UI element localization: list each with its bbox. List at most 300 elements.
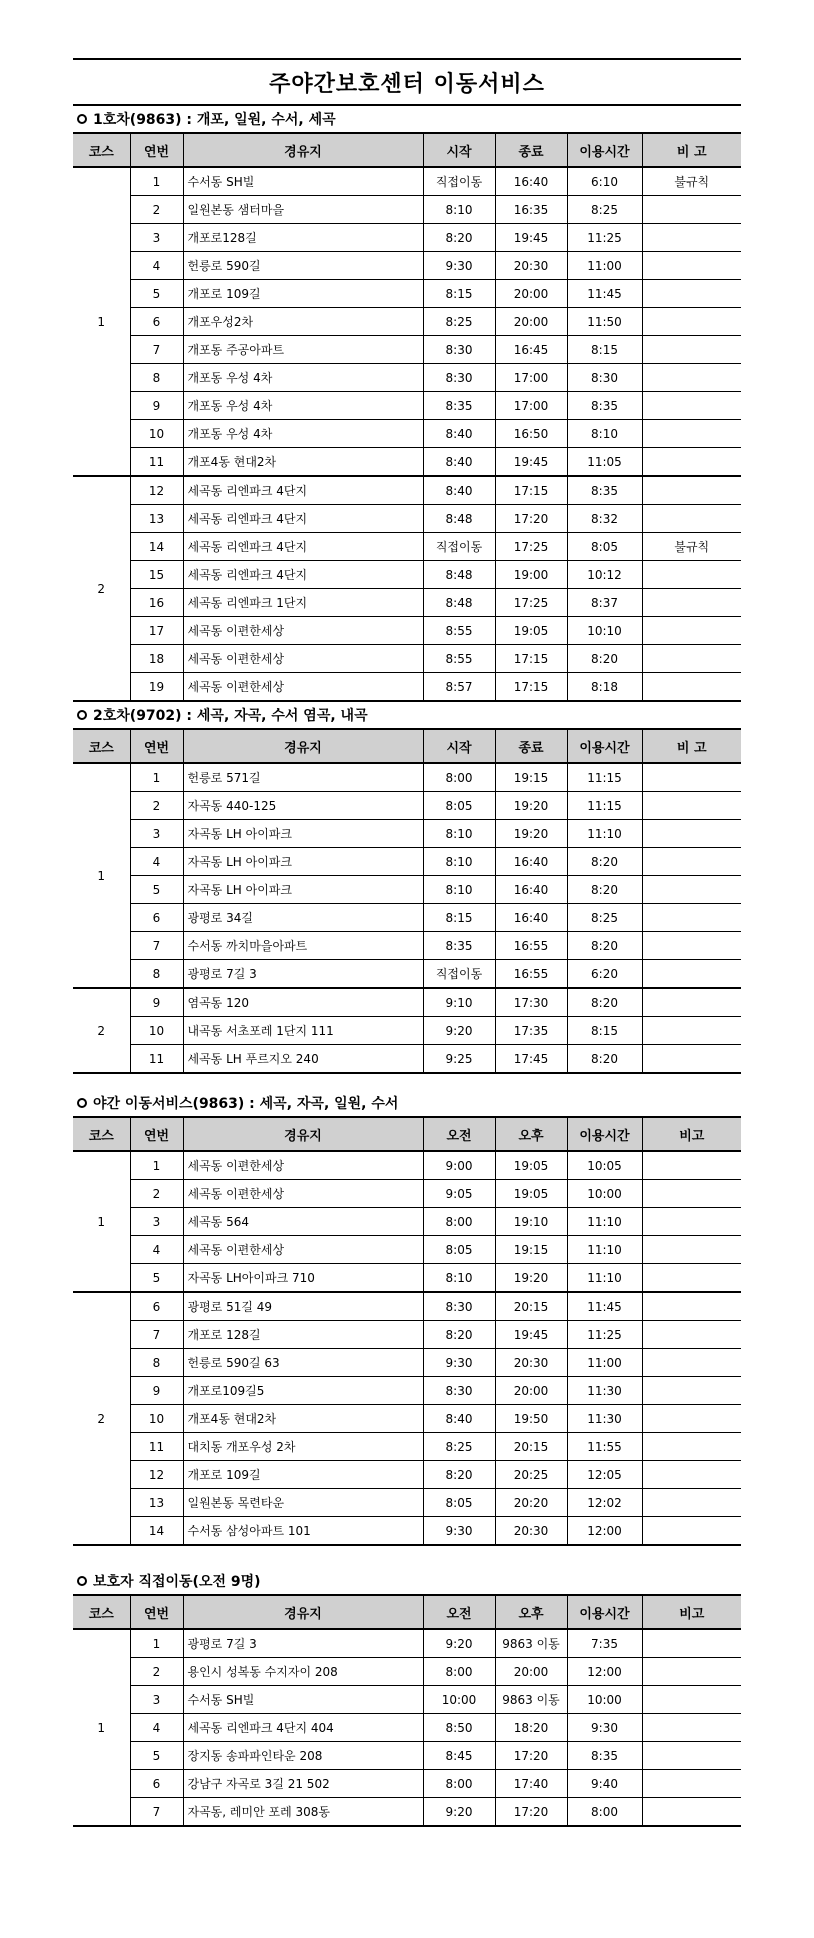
end-cell: 16:40 <box>495 848 567 876</box>
duration-cell: 10:00 <box>567 1180 642 1208</box>
course-cell: 2 <box>73 988 130 1073</box>
route-cell: 개포동 우성 4차 <box>183 420 423 448</box>
start-cell: 직접이동 <box>423 533 495 561</box>
start-cell: 9:10 <box>423 988 495 1017</box>
note-cell <box>642 1433 741 1461</box>
table-row <box>73 932 741 960</box>
column-header: 연번 <box>130 1595 183 1629</box>
route-cell: 세곡동 리엔파크 4단지 <box>183 533 423 561</box>
seq-cell: 1 <box>130 1151 183 1180</box>
table-row <box>73 645 741 673</box>
route-cell: 세곡동 이편한세상 <box>183 645 423 673</box>
seq-cell: 13 <box>130 1489 183 1517</box>
duration-cell: 11:45 <box>567 1292 642 1321</box>
route-cell: 강남구 자곡로 3길 21 502 <box>183 1770 423 1798</box>
duration-cell: 6:20 <box>567 960 642 989</box>
route-cell: 개포우성2차 <box>183 308 423 336</box>
start-cell: 9:25 <box>423 1045 495 1074</box>
duration-cell: 9:30 <box>567 1714 642 1742</box>
note-cell <box>642 1208 741 1236</box>
route-cell: 개포로 128길 <box>183 1321 423 1349</box>
note-cell <box>642 1017 741 1045</box>
end-cell: 20:20 <box>495 1489 567 1517</box>
table-row <box>73 960 741 989</box>
table-row <box>73 196 741 224</box>
column-header: 종료 <box>495 729 567 763</box>
table-row <box>73 561 741 589</box>
duration-cell: 11:25 <box>567 1321 642 1349</box>
duration-cell: 11:10 <box>567 1264 642 1293</box>
table-row <box>73 876 741 904</box>
start-cell: 8:40 <box>423 476 495 505</box>
table-row <box>73 364 741 392</box>
route-cell: 개포로109길5 <box>183 1377 423 1405</box>
end-cell: 18:20 <box>495 1714 567 1742</box>
start-cell: 9:20 <box>423 1798 495 1827</box>
route-cell: 자곡동 LH 아이파크 <box>183 876 423 904</box>
duration-cell: 8:20 <box>567 848 642 876</box>
note-cell <box>642 420 741 448</box>
duration-cell: 8:10 <box>567 420 642 448</box>
route-cell: 개포로 109길 <box>183 1461 423 1489</box>
duration-cell: 11:15 <box>567 763 642 792</box>
end-cell: 19:05 <box>495 1151 567 1180</box>
route-cell: 세곡동 리엔파크 4단지 <box>183 505 423 533</box>
end-cell: 16:35 <box>495 196 567 224</box>
note-cell <box>642 252 741 280</box>
end-cell: 20:30 <box>495 1517 567 1546</box>
circle-bullet-icon <box>77 710 87 720</box>
column-header: 연번 <box>130 133 183 167</box>
seq-cell: 19 <box>130 673 183 702</box>
note-cell <box>642 1264 741 1293</box>
page-title: 주야간보호센터 이동서비스 <box>269 71 545 97</box>
duration-cell: 8:00 <box>567 1798 642 1827</box>
start-cell: 8:20 <box>423 1321 495 1349</box>
start-cell: 8:35 <box>423 392 495 420</box>
route-cell: 개포로 109길 <box>183 280 423 308</box>
note-cell <box>642 392 741 420</box>
route-cell: 염곡동 120 <box>183 988 423 1017</box>
end-cell: 16:40 <box>495 904 567 932</box>
circle-bullet-icon <box>77 114 87 124</box>
seq-cell: 18 <box>130 645 183 673</box>
duration-cell: 8:05 <box>567 533 642 561</box>
end-cell: 17:15 <box>495 645 567 673</box>
note-cell <box>642 1798 741 1827</box>
end-cell: 16:55 <box>495 932 567 960</box>
duration-cell: 8:20 <box>567 645 642 673</box>
start-cell: 8:00 <box>423 1208 495 1236</box>
start-cell: 8:30 <box>423 1377 495 1405</box>
seq-cell: 5 <box>130 876 183 904</box>
note-cell <box>642 988 741 1017</box>
seq-cell: 6 <box>130 1770 183 1798</box>
duration-cell: 10:12 <box>567 561 642 589</box>
end-cell: 17:45 <box>495 1045 567 1074</box>
seq-cell: 2 <box>130 1658 183 1686</box>
end-cell: 20:00 <box>495 280 567 308</box>
duration-cell: 11:00 <box>567 1349 642 1377</box>
duration-cell: 11:10 <box>567 1208 642 1236</box>
route-cell: 개포로128길 <box>183 224 423 252</box>
column-header: 경유지 <box>183 1595 423 1629</box>
route-cell: 세곡동 이편한세상 <box>183 1180 423 1208</box>
column-header: 이용시간 <box>567 133 642 167</box>
table-row <box>73 673 741 702</box>
seq-cell: 6 <box>130 308 183 336</box>
seq-cell: 14 <box>130 533 183 561</box>
note-cell <box>642 1045 741 1074</box>
end-cell: 19:05 <box>495 617 567 645</box>
seq-cell: 7 <box>130 1321 183 1349</box>
seq-cell: 16 <box>130 589 183 617</box>
duration-cell: 6:10 <box>567 167 642 196</box>
end-cell: 16:40 <box>495 876 567 904</box>
column-header: 시작 <box>423 133 495 167</box>
table-1 <box>73 132 741 702</box>
route-cell: 세곡동 LH 푸르지오 240 <box>183 1045 423 1074</box>
end-cell: 9863 이동 <box>495 1629 567 1658</box>
section-title-text: 1호차(9863) : 개포, 일원, 수서, 세곡 <box>93 112 336 128</box>
section-title-text: 보호자 직접이동(오전 9명) <box>93 1574 261 1590</box>
start-cell: 8:40 <box>423 420 495 448</box>
seq-cell: 2 <box>130 792 183 820</box>
end-cell: 17:00 <box>495 392 567 420</box>
table-row <box>73 505 741 533</box>
seq-cell: 13 <box>130 505 183 533</box>
end-cell: 20:30 <box>495 252 567 280</box>
table-row <box>73 1349 741 1377</box>
note-cell <box>642 1236 741 1264</box>
duration-cell: 11:00 <box>567 252 642 280</box>
seq-cell: 15 <box>130 561 183 589</box>
table-row <box>73 476 741 505</box>
seq-cell: 12 <box>130 476 183 505</box>
note-cell <box>642 448 741 477</box>
note-cell <box>642 1405 741 1433</box>
end-cell: 19:45 <box>495 448 567 477</box>
column-header: 종료 <box>495 133 567 167</box>
table-row <box>73 1461 741 1489</box>
start-cell: 8:05 <box>423 792 495 820</box>
seq-cell: 1 <box>130 167 183 196</box>
column-header: 시작 <box>423 729 495 763</box>
route-cell: 수서동 삼성아파트 101 <box>183 1517 423 1546</box>
end-cell: 19:45 <box>495 1321 567 1349</box>
seq-cell: 3 <box>130 1686 183 1714</box>
note-cell: 불규칙 <box>642 533 741 561</box>
column-header: 비고 <box>642 1117 741 1151</box>
start-cell: 10:00 <box>423 1686 495 1714</box>
end-cell: 17:25 <box>495 589 567 617</box>
route-cell: 광평로 51길 49 <box>183 1292 423 1321</box>
table-row <box>73 533 741 561</box>
table-row <box>73 308 741 336</box>
document-page <box>73 0 741 1827</box>
duration-cell: 10:00 <box>567 1686 642 1714</box>
table-row <box>73 1017 741 1045</box>
note-cell <box>642 308 741 336</box>
note-cell <box>642 1377 741 1405</box>
start-cell: 8:30 <box>423 364 495 392</box>
seq-cell: 8 <box>130 1349 183 1377</box>
column-header: 코스 <box>73 1117 130 1151</box>
start-cell: 8:40 <box>423 448 495 477</box>
note-cell <box>642 1686 741 1714</box>
route-cell: 개포동 우성 4차 <box>183 392 423 420</box>
note-cell <box>642 1180 741 1208</box>
table-header-row <box>73 1117 741 1151</box>
start-cell: 8:10 <box>423 848 495 876</box>
table-row <box>73 792 741 820</box>
duration-cell: 11:25 <box>567 224 642 252</box>
route-cell: 일원본동 샘터마을 <box>183 196 423 224</box>
start-cell: 직접이동 <box>423 960 495 989</box>
route-cell: 광평로 7길 3 <box>183 1629 423 1658</box>
start-cell: 8:48 <box>423 561 495 589</box>
start-cell: 8:45 <box>423 1742 495 1770</box>
end-cell: 19:10 <box>495 1208 567 1236</box>
start-cell: 8:30 <box>423 1292 495 1321</box>
end-cell: 17:20 <box>495 1742 567 1770</box>
duration-cell: 11:50 <box>567 308 642 336</box>
start-cell: 9:30 <box>423 252 495 280</box>
seq-cell: 6 <box>130 1292 183 1321</box>
duration-cell: 8:20 <box>567 1045 642 1074</box>
note-cell <box>642 617 741 645</box>
start-cell: 직접이동 <box>423 167 495 196</box>
start-cell: 9:00 <box>423 1151 495 1180</box>
duration-cell: 11:30 <box>567 1405 642 1433</box>
note-cell <box>642 1658 741 1686</box>
start-cell: 8:35 <box>423 932 495 960</box>
end-cell: 19:15 <box>495 1236 567 1264</box>
duration-cell: 8:25 <box>567 904 642 932</box>
seq-cell: 1 <box>130 1629 183 1658</box>
end-cell: 19:20 <box>495 820 567 848</box>
duration-cell: 8:18 <box>567 673 642 702</box>
table-row <box>73 1798 741 1827</box>
end-cell: 17:30 <box>495 988 567 1017</box>
duration-cell: 11:10 <box>567 820 642 848</box>
duration-cell: 12:00 <box>567 1658 642 1686</box>
start-cell: 8:10 <box>423 1264 495 1293</box>
end-cell: 20:25 <box>495 1461 567 1489</box>
duration-cell: 8:32 <box>567 505 642 533</box>
route-cell: 세곡동 리엔파크 4단지 404 <box>183 1714 423 1742</box>
column-header: 이용시간 <box>567 1117 642 1151</box>
start-cell: 8:00 <box>423 763 495 792</box>
table-row <box>73 848 741 876</box>
seq-cell: 4 <box>130 1236 183 1264</box>
end-cell: 19:20 <box>495 1264 567 1293</box>
end-cell: 19:20 <box>495 792 567 820</box>
column-header: 경유지 <box>183 1117 423 1151</box>
note-cell <box>642 792 741 820</box>
route-cell: 수서동 SH빌 <box>183 1686 423 1714</box>
table-row <box>73 448 741 477</box>
route-cell: 내곡동 서초포레 1단지 111 <box>183 1017 423 1045</box>
table-row <box>73 252 741 280</box>
route-cell: 세곡동 이편한세상 <box>183 1236 423 1264</box>
start-cell: 8:30 <box>423 336 495 364</box>
table-row <box>73 1321 741 1349</box>
seq-cell: 11 <box>130 1433 183 1461</box>
start-cell: 9:20 <box>423 1629 495 1658</box>
duration-cell: 11:15 <box>567 792 642 820</box>
seq-cell: 2 <box>130 196 183 224</box>
section-title-4 <box>73 1568 741 1594</box>
start-cell: 8:25 <box>423 308 495 336</box>
route-cell: 헌릉로 590길 63 <box>183 1349 423 1377</box>
duration-cell: 8:35 <box>567 1742 642 1770</box>
note-cell <box>642 960 741 989</box>
table-row <box>73 1377 741 1405</box>
end-cell: 20:00 <box>495 308 567 336</box>
route-cell: 개포4동 현대2차 <box>183 1405 423 1433</box>
end-cell: 17:15 <box>495 673 567 702</box>
note-cell <box>642 1349 741 1377</box>
seq-cell: 14 <box>130 1517 183 1546</box>
duration-cell: 8:20 <box>567 988 642 1017</box>
route-cell: 일원본동 목련타운 <box>183 1489 423 1517</box>
end-cell: 17:40 <box>495 1770 567 1798</box>
duration-cell: 8:20 <box>567 932 642 960</box>
note-cell <box>642 364 741 392</box>
route-cell: 자곡동 LH 아이파크 <box>183 848 423 876</box>
route-cell: 장지동 송파파인타운 208 <box>183 1742 423 1770</box>
table-row <box>73 167 741 196</box>
duration-cell: 12:02 <box>567 1489 642 1517</box>
column-header: 비 고 <box>642 729 741 763</box>
note-cell <box>642 645 741 673</box>
table-row <box>73 988 741 1017</box>
table-row <box>73 336 741 364</box>
table-row <box>73 1433 741 1461</box>
course-cell: 1 <box>73 763 130 988</box>
table-row <box>73 1151 741 1180</box>
route-cell: 세곡동 리엔파크 4단지 <box>183 561 423 589</box>
start-cell: 8:40 <box>423 1405 495 1433</box>
duration-cell: 8:15 <box>567 1017 642 1045</box>
end-cell: 17:20 <box>495 1798 567 1827</box>
start-cell: 8:48 <box>423 589 495 617</box>
course-cell: 1 <box>73 1151 130 1292</box>
route-cell: 개포동 주공아파트 <box>183 336 423 364</box>
table-row <box>73 1629 741 1658</box>
table-row <box>73 280 741 308</box>
table-row <box>73 904 741 932</box>
seq-cell: 7 <box>130 932 183 960</box>
start-cell: 8:20 <box>423 224 495 252</box>
note-cell <box>642 1770 741 1798</box>
note-cell <box>642 763 741 792</box>
start-cell: 8:48 <box>423 505 495 533</box>
start-cell: 8:20 <box>423 1461 495 1489</box>
route-cell: 수서동 SH빌 <box>183 167 423 196</box>
seq-cell: 3 <box>130 820 183 848</box>
end-cell: 19:50 <box>495 1405 567 1433</box>
duration-cell: 10:10 <box>567 617 642 645</box>
table-row <box>73 1405 741 1433</box>
note-cell <box>642 673 741 702</box>
start-cell: 8:10 <box>423 876 495 904</box>
seq-cell: 17 <box>130 617 183 645</box>
end-cell: 17:00 <box>495 364 567 392</box>
end-cell: 20:30 <box>495 1349 567 1377</box>
start-cell: 8:55 <box>423 645 495 673</box>
route-cell: 개포동 우성 4차 <box>183 364 423 392</box>
start-cell: 8:15 <box>423 904 495 932</box>
seq-cell: 4 <box>130 252 183 280</box>
column-header: 코스 <box>73 133 130 167</box>
route-cell: 헌릉로 590길 <box>183 252 423 280</box>
end-cell: 19:45 <box>495 224 567 252</box>
table-row <box>73 1742 741 1770</box>
duration-cell: 11:30 <box>567 1377 642 1405</box>
end-cell: 17:25 <box>495 533 567 561</box>
end-cell: 20:00 <box>495 1377 567 1405</box>
note-cell <box>642 1742 741 1770</box>
section-title-1 <box>73 104 741 132</box>
seq-cell: 6 <box>130 904 183 932</box>
table-row <box>73 224 741 252</box>
seq-cell: 7 <box>130 1798 183 1827</box>
note-cell <box>642 1151 741 1180</box>
column-header: 경유지 <box>183 729 423 763</box>
seq-cell: 3 <box>130 1208 183 1236</box>
course-cell: 2 <box>73 1292 130 1545</box>
seq-cell: 4 <box>130 848 183 876</box>
course-cell: 1 <box>73 167 130 476</box>
course-cell: 1 <box>73 1629 130 1826</box>
end-cell: 16:55 <box>495 960 567 989</box>
note-cell <box>642 280 741 308</box>
table-row <box>73 617 741 645</box>
duration-cell: 8:30 <box>567 364 642 392</box>
route-cell: 수서동 까치마을아파트 <box>183 932 423 960</box>
duration-cell: 9:40 <box>567 1770 642 1798</box>
seq-cell: 10 <box>130 420 183 448</box>
duration-cell: 8:37 <box>567 589 642 617</box>
duration-cell: 8:35 <box>567 476 642 505</box>
seq-cell: 5 <box>130 1264 183 1293</box>
seq-cell: 9 <box>130 1377 183 1405</box>
route-cell: 광평로 7길 3 <box>183 960 423 989</box>
column-header: 코스 <box>73 1595 130 1629</box>
note-cell <box>642 876 741 904</box>
seq-cell: 9 <box>130 392 183 420</box>
start-cell: 8:10 <box>423 196 495 224</box>
duration-cell: 8:25 <box>567 196 642 224</box>
end-cell: 20:15 <box>495 1292 567 1321</box>
section-title-text: 야간 이동서비스(9863) : 세곡, 자곡, 일원, 수서 <box>93 1096 399 1112</box>
note-cell <box>642 848 741 876</box>
start-cell: 8:15 <box>423 280 495 308</box>
table-row <box>73 1180 741 1208</box>
seq-cell: 12 <box>130 1461 183 1489</box>
column-header: 오후 <box>495 1595 567 1629</box>
end-cell: 17:35 <box>495 1017 567 1045</box>
note-cell <box>642 904 741 932</box>
start-cell: 9:30 <box>423 1517 495 1546</box>
note-cell <box>642 1714 741 1742</box>
note-cell <box>642 932 741 960</box>
seq-cell: 10 <box>130 1405 183 1433</box>
note-cell <box>642 1629 741 1658</box>
note-cell <box>642 336 741 364</box>
